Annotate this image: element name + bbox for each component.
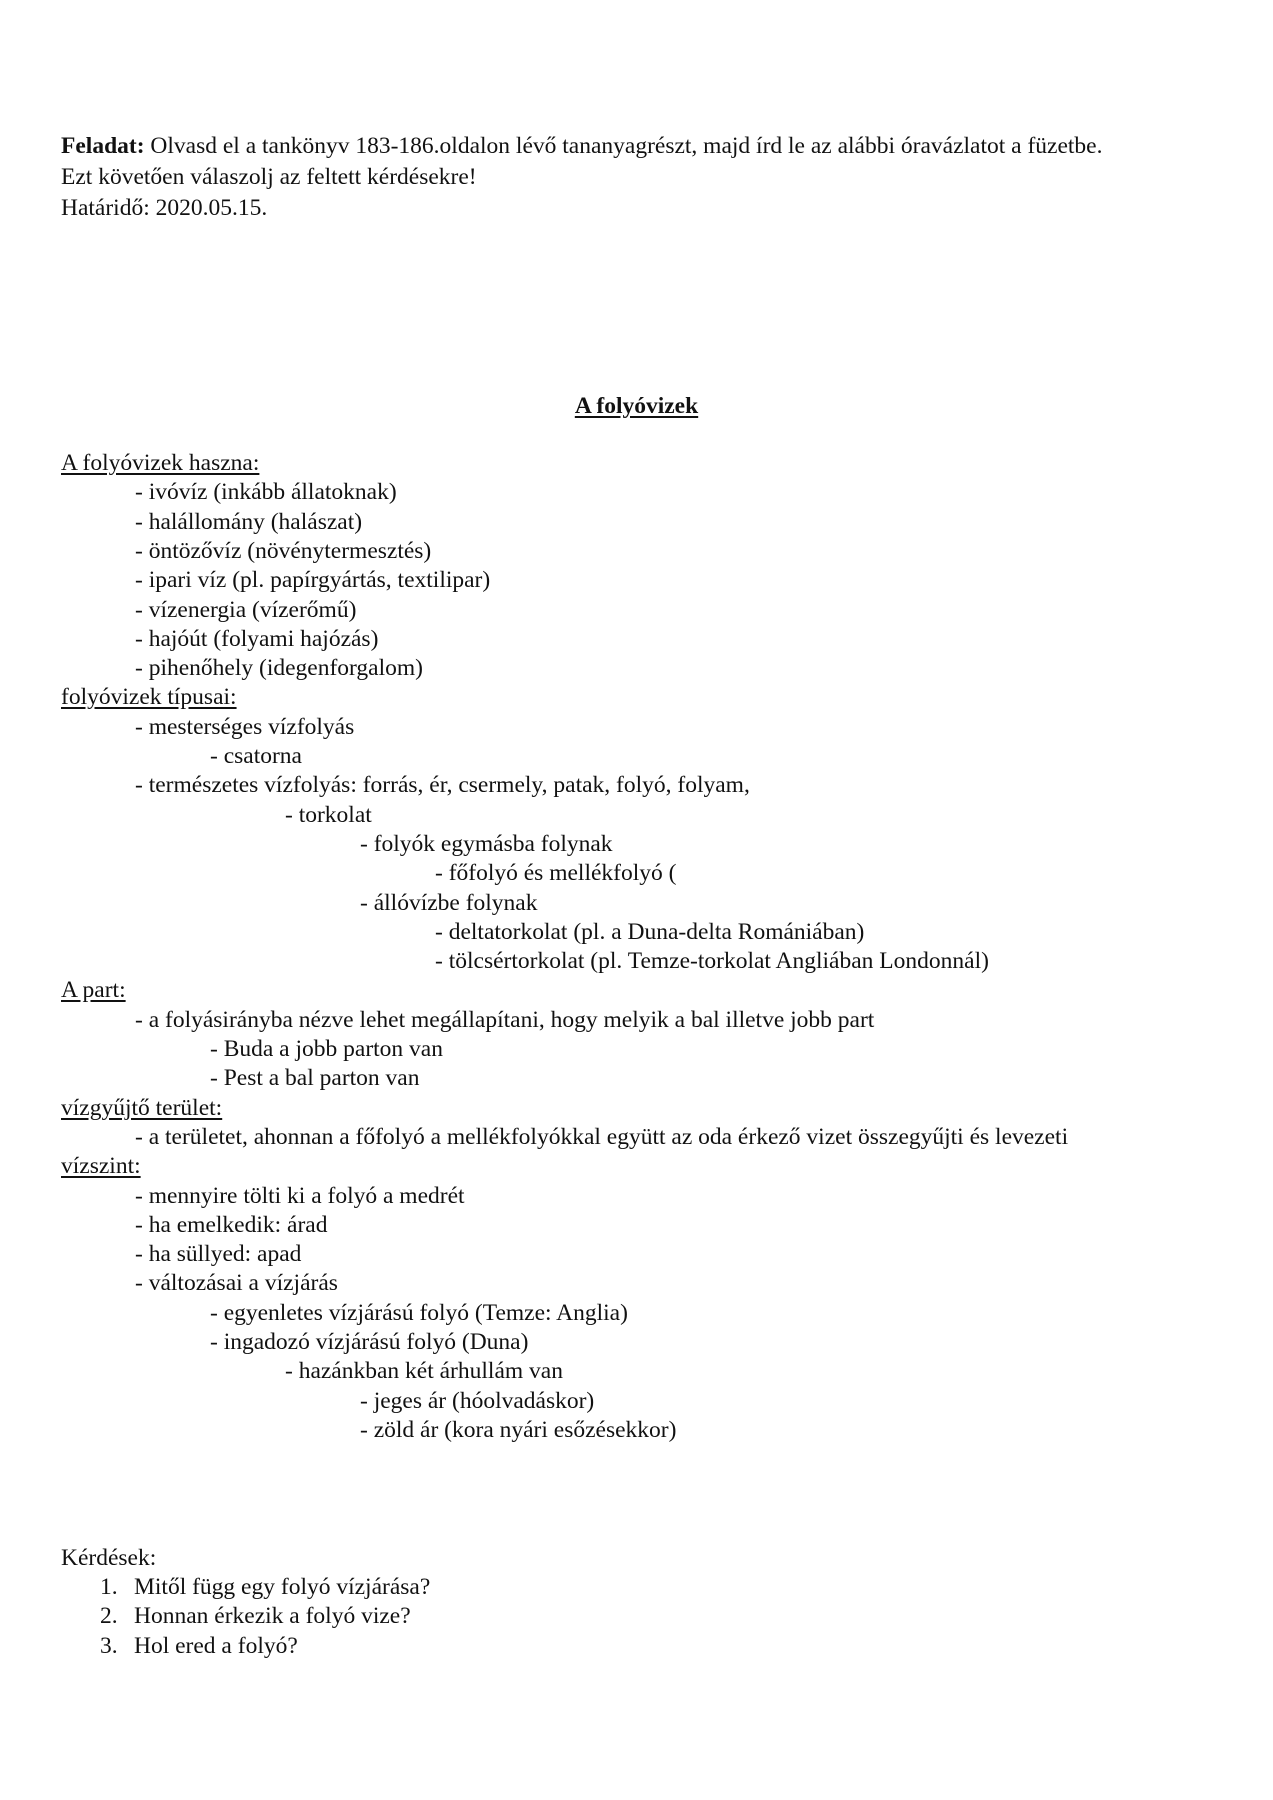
note-item: - tölcsértorkolat (pl. Temze-torkolat Angliában Londonnál) bbox=[435, 948, 989, 974]
task-label: Feladat: bbox=[61, 133, 145, 159]
page-title: A folyóvizek bbox=[574, 393, 699, 419]
note-item: - halállomány (halászat) bbox=[135, 509, 363, 535]
note-item: - zöld ár (kora nyári esőzésekkor) bbox=[360, 1417, 677, 1443]
section-heading: A part: bbox=[61, 977, 126, 1003]
section-heading: A folyóvizek haszna: bbox=[61, 450, 260, 476]
question-item bbox=[100, 1572, 430, 1602]
note-item: - öntözővíz (növénytermesztés) bbox=[135, 538, 432, 564]
note-item: - ha süllyed: apad bbox=[135, 1241, 302, 1267]
note-item: - természetes vízfolyás: forrás, ér, csermely, patak, folyó, folyam, bbox=[135, 772, 750, 798]
note-item: - ingadozó vízjárású folyó (Duna) bbox=[210, 1329, 529, 1355]
note-item: - főfolyó és mellékfolyó ( bbox=[435, 860, 677, 886]
questions-heading: Kérdések: bbox=[61, 1545, 157, 1571]
note-item: - ipari víz (pl. papírgyártás, textilipar) bbox=[135, 567, 491, 593]
note-item: - mesterséges vízfolyás bbox=[135, 714, 355, 740]
note-item: - mennyire tölti ki a folyó a medrét bbox=[135, 1183, 465, 1209]
note-item: - állóvízbe folynak bbox=[360, 890, 538, 916]
note-item: - hazánkban két árhullám van bbox=[285, 1358, 563, 1384]
question-number: 1. bbox=[100, 1574, 118, 1600]
question-number: 3. bbox=[100, 1633, 118, 1659]
note-item: - vízenergia (vízerőmű) bbox=[135, 597, 357, 623]
question-text: Mitől függ egy folyó vízjárása? bbox=[134, 1574, 431, 1600]
note-item: - folyók egymásba folynak bbox=[360, 831, 613, 857]
note-item: - pihenőhely (idegenforgalom) bbox=[135, 655, 424, 681]
deadline: Határidő: 2020.05.15. bbox=[61, 195, 268, 221]
task-text: Olvasd el a tankönyv 183-186.oldalon lévő tananyagrészt, majd írd le az alábbi óravázlatot a füzetbe. bbox=[144, 133, 1103, 159]
question-item bbox=[100, 1601, 411, 1631]
question-number: 2. bbox=[100, 1603, 118, 1629]
task-line-2: Ezt követően válaszolj az feltett kérdésekre! bbox=[61, 164, 477, 190]
note-item: - ivóvíz (inkább állatoknak) bbox=[135, 479, 397, 505]
note-item: - egyenletes vízjárású folyó (Temze: Anglia) bbox=[210, 1300, 628, 1326]
note-item: - Pest a bal parton van bbox=[210, 1065, 420, 1091]
note-item: - a folyásirányba nézve lehet megállapítani, hogy melyik a bal illetve jobb part bbox=[135, 1007, 875, 1033]
note-item: - Buda a jobb parton van bbox=[210, 1036, 443, 1062]
note-item: - torkolat bbox=[285, 802, 372, 828]
section-heading: folyóvizek típusai: bbox=[61, 684, 237, 710]
section-heading: vízszint: bbox=[61, 1153, 141, 1179]
note-item: - hajóút (folyami hajózás) bbox=[135, 626, 379, 652]
question-item bbox=[100, 1631, 298, 1661]
question-text: Hol ered a folyó? bbox=[134, 1633, 298, 1659]
note-item: - változásai a vízjárás bbox=[135, 1270, 338, 1296]
note-item: - deltatorkolat (pl. a Duna-delta Romániában) bbox=[435, 919, 865, 945]
note-item: - csatorna bbox=[210, 743, 302, 769]
note-item: - a területet, ahonnan a főfolyó a mellékfolyókkal együtt az oda érkező vizet összegyűjti és levezeti bbox=[135, 1124, 1069, 1150]
question-text: Honnan érkezik a folyó vize? bbox=[134, 1603, 411, 1629]
note-item: - ha emelkedik: árad bbox=[135, 1212, 328, 1238]
note-item: - jeges ár (hóolvadáskor) bbox=[360, 1388, 595, 1414]
task-line-1 bbox=[61, 131, 1102, 161]
section-heading: vízgyűjtő terület: bbox=[61, 1095, 223, 1121]
